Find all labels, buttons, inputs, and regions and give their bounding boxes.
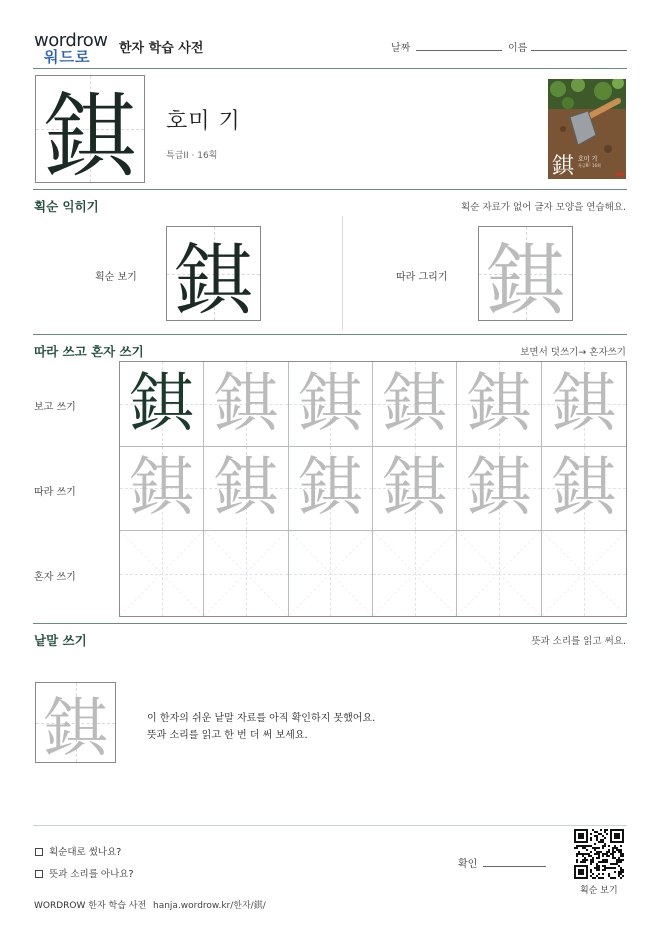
row-label-see: 보고 쓰기 (34, 402, 76, 413)
logo-text-ko: 워드로 (44, 48, 91, 66)
practice-cell[interactable] (457, 531, 541, 616)
stroke-divider (33, 334, 627, 335)
practice-cell[interactable] (289, 362, 373, 447)
practice-cell[interactable] (457, 447, 541, 532)
words-message-2: 뜻과 소리를 읽고 한 번 더 써 보세요. (147, 730, 308, 741)
practice-cell[interactable] (289, 447, 373, 532)
checklist-item-stroke[interactable] (35, 844, 121, 858)
practice-cell[interactable] (373, 362, 457, 447)
practice-character: 錤 (129, 366, 194, 441)
practice-cell[interactable] (373, 531, 457, 616)
practice-section-note: 보면서 덧쓰기→ 혼자쓰기 (520, 347, 626, 358)
row-label-trace: 따라 쓰기 (34, 487, 76, 498)
practice-cell[interactable] (289, 531, 373, 616)
words-section-note: 뜻과 소리를 읽고 써요. (531, 636, 626, 647)
stroke-section-divider (342, 216, 343, 330)
wordrow-logo (34, 32, 114, 66)
practice-cell[interactable] (204, 531, 288, 616)
stroke-section-note: 획순 자료가 없어 글자 모양을 연습해요. (461, 202, 626, 213)
hero-character: 錤 (43, 83, 136, 190)
practice-character: 錤 (129, 451, 194, 526)
practice-character (542, 531, 626, 616)
date-label: 날짜 (391, 43, 411, 54)
practice-character (204, 531, 287, 616)
practice-character: 錤 (298, 366, 363, 441)
checklist-item-meaning[interactable] (35, 866, 134, 880)
practice-cell[interactable] (542, 447, 626, 532)
confirm-field[interactable] (483, 866, 546, 867)
practice-character: 錤 (466, 366, 531, 441)
practice-character (289, 531, 372, 616)
photo-badge (616, 173, 624, 176)
practice-divider (33, 623, 627, 624)
practice-character: 錤 (298, 451, 363, 526)
photo-meaning: 호미 기 (578, 156, 598, 163)
footer-brand: WORDROW 한자 학습 사전 (34, 901, 147, 911)
practice-grid (119, 361, 627, 617)
hero-photo (548, 79, 626, 179)
name-field[interactable] (531, 50, 627, 51)
hero-character-box (35, 75, 145, 190)
practice-character (373, 531, 456, 616)
footer-url[interactable]: hanja.wordrow.kr/한자/錤/ (153, 901, 266, 911)
practice-cell[interactable] (204, 362, 288, 447)
photo-level: 특급II · 16획 (578, 163, 601, 168)
practice-character: 錤 (551, 451, 616, 526)
qr-code-icon[interactable] (574, 829, 624, 879)
practice-character (457, 531, 540, 616)
checklist-label: 뜻과 소리를 아나요? (49, 869, 134, 880)
checkbox-icon[interactable] (35, 870, 43, 878)
practice-cell[interactable] (204, 447, 288, 532)
practice-character (120, 531, 203, 616)
checkbox-icon[interactable] (35, 848, 43, 856)
words-character: 錤 (43, 691, 108, 766)
name-label: 이름 (508, 43, 528, 54)
practice-character: 錤 (466, 451, 531, 526)
logo-text-en: wordrow (34, 30, 108, 51)
practice-cell[interactable] (120, 531, 204, 616)
practice-character: 錤 (382, 451, 447, 526)
practice-cell[interactable] (120, 362, 204, 447)
stroke-view-character: 錤 (174, 235, 253, 326)
practice-cell[interactable] (457, 362, 541, 447)
checklist-label: 획순대로 썼나요? (49, 847, 122, 858)
stroke-view-label: 획순 보기 (95, 272, 137, 283)
trace-box[interactable] (478, 226, 573, 326)
confirm-label: 확인 (458, 859, 478, 870)
practice-cell[interactable] (120, 447, 204, 532)
trace-label: 따라 그리기 (396, 272, 448, 283)
hero-meaning: 호미 기 (166, 109, 241, 134)
hero-level: 특급II · 16획 (166, 151, 218, 161)
date-field[interactable] (416, 50, 502, 51)
footer-divider (33, 825, 627, 826)
stroke-view-box (166, 226, 261, 326)
words-character-box (35, 682, 116, 766)
hero-divider (33, 189, 627, 190)
stroke-section-title: 획순 익히기 (34, 199, 99, 214)
practice-character: 錤 (213, 451, 278, 526)
practice-cell[interactable] (373, 447, 457, 532)
practice-character: 錤 (213, 366, 278, 441)
photo-character: 錤 (552, 154, 575, 179)
practice-cell[interactable] (542, 531, 626, 616)
qr-label: 획순 보기 (580, 886, 618, 896)
practice-character: 錤 (551, 366, 616, 441)
app-title: 한자 학습 사전 (119, 41, 204, 56)
trace-character: 錤 (486, 235, 565, 326)
practice-character: 錤 (382, 366, 447, 441)
words-message-1: 이 한자의 쉬운 낱말 자료를 아직 확인하지 못했어요. (147, 713, 376, 724)
practice-section-title: 따라 쓰고 혼자 쓰기 (34, 344, 144, 359)
practice-cell[interactable] (542, 362, 626, 447)
row-label-alone: 혼자 쓰기 (34, 572, 76, 583)
words-section-title: 낱말 쓰기 (34, 633, 87, 648)
